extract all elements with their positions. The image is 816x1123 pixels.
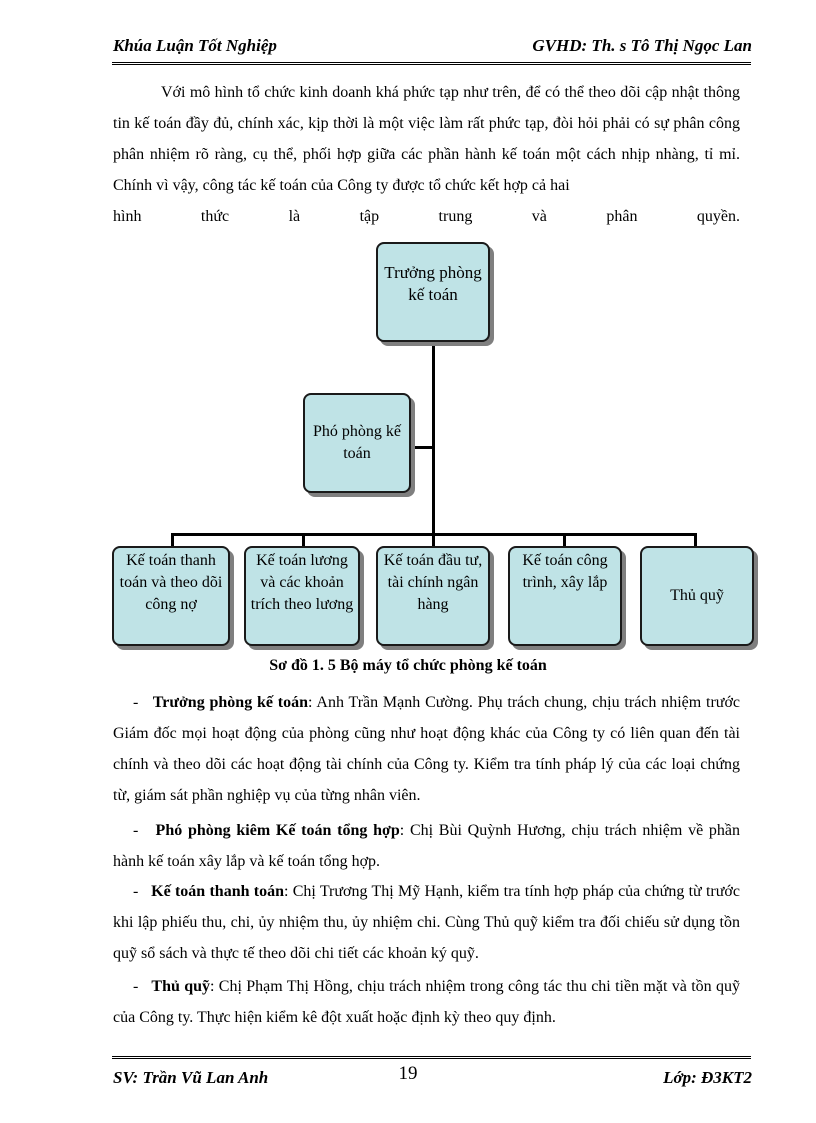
item-text: : Chị Trương Thị Mỹ Hạnh, kiểm tra tính hợp pháp của chứng từ trước khi lập phiếu thu, chi, ủy nhiệm thu, ủy nhiệm chi. Cùng Thủ quỹ kiểm tra đối chiếu sử dụng tồn quỹ sổ sách và thực tế theo dõi chi tiết các khoản ký quỹ. xyxy=(113,883,740,962)
item-treasurer xyxy=(113,971,740,1033)
item-title: Kế toán thanh toán xyxy=(151,883,284,900)
chart-caption: Sơ đồ 1. 5 Bộ máy tổ chức phòng kế toán xyxy=(269,657,547,674)
item-title: Phó phòng kiêm Kế toán tổng hợp xyxy=(155,822,400,839)
child-connector-1 xyxy=(171,533,174,547)
intro-paragraph xyxy=(113,77,740,232)
deputy-connector xyxy=(407,446,434,449)
intro-last-line: hình thức là tập trung và phân quyền. xyxy=(113,208,740,225)
vertical-connector xyxy=(432,342,435,535)
item-dash: - xyxy=(133,978,139,995)
header-rule xyxy=(112,62,751,65)
child-connector-2 xyxy=(302,533,305,547)
child-connector-4 xyxy=(563,533,566,547)
intro-text: Với mô hình tổ chức kinh doanh khá phức tạp như trên, để có thể theo dõi cập nhật thông tin kế toán đầy đủ, chính xác, kịp thời là một việc làm rất phức tạp, đòi hỏi phải có sự phân công phân nhiệm rõ ràng, cụ thể, phối hợp giữa các phần hành kế toán một cách nhịp nhàng, tỉ mỉ. Chính vì vậy, công tác kế toán của Công ty được tổ chức kết hợp cả hai xyxy=(113,84,740,194)
footer-left: SV: Trần Vũ Lan Anh xyxy=(113,1068,269,1087)
item-text: : Anh Trần Mạnh Cường. Phụ trách chung, chịu trách nhiệm trước Giám đốc mọi hoạt động của phòng cũng như hoạt động khác của Công ty có liên quan đến tài chính và theo dõi các hoạt động tài chính của Công ty. Kiểm tra tính pháp lý của các loại chứng từ, giám sát phần nghiệp vụ của từng nhân viên. xyxy=(113,694,741,804)
footer-right: Lớp: Đ3KT2 xyxy=(663,1068,752,1087)
page-number: 19 xyxy=(398,1063,418,1084)
item-dash: - xyxy=(133,883,139,900)
header-left: Khúa Luận Tốt Nghiệp xyxy=(113,36,277,55)
box-payment-accountant: Kế toán thanh toán và theo dõi công nợ xyxy=(112,546,230,646)
box-head-of-accounting: Trưởng phòng kế toán xyxy=(376,242,490,342)
item-title: Thủ quỹ xyxy=(151,978,211,995)
item-head xyxy=(113,687,740,811)
header-right: GVHD: Th. s Tô Thị Ngọc Lan xyxy=(532,36,752,55)
item-dash: - xyxy=(133,694,139,711)
box-treasurer: Thủ quỹ xyxy=(640,546,754,646)
item-text: : Chị Bùi Quỳnh Hương, chịu trách nhiệm về phần hành kế toán xây lắp và kế toán tổng hợp. xyxy=(113,822,741,870)
child-connector-3 xyxy=(432,533,435,547)
item-payment xyxy=(113,876,740,969)
box-construction-accountant: Kế toán công trình, xây lắp xyxy=(508,546,622,646)
item-title: Trưởng phòng kế toán xyxy=(152,694,309,711)
footer-rule xyxy=(112,1056,751,1059)
box-salary-accountant: Kế toán lương và các khoản trích theo lương xyxy=(244,546,360,646)
box-investment-accountant: Kế toán đầu tư, tài chính ngân hàng xyxy=(376,546,490,646)
item-dash: - xyxy=(133,822,139,839)
item-deputy xyxy=(113,815,740,877)
child-connector-5 xyxy=(694,533,697,547)
box-deputy-head: Phó phòng kế toán xyxy=(303,393,411,493)
item-text: : Chị Phạm Thị Hồng, chịu trách nhiệm trong công tác thu chi tiền mặt và tồn quỹ của Công ty. Thực hiện kiểm kê đột xuất hoặc định kỳ theo quy định. xyxy=(113,978,741,1026)
